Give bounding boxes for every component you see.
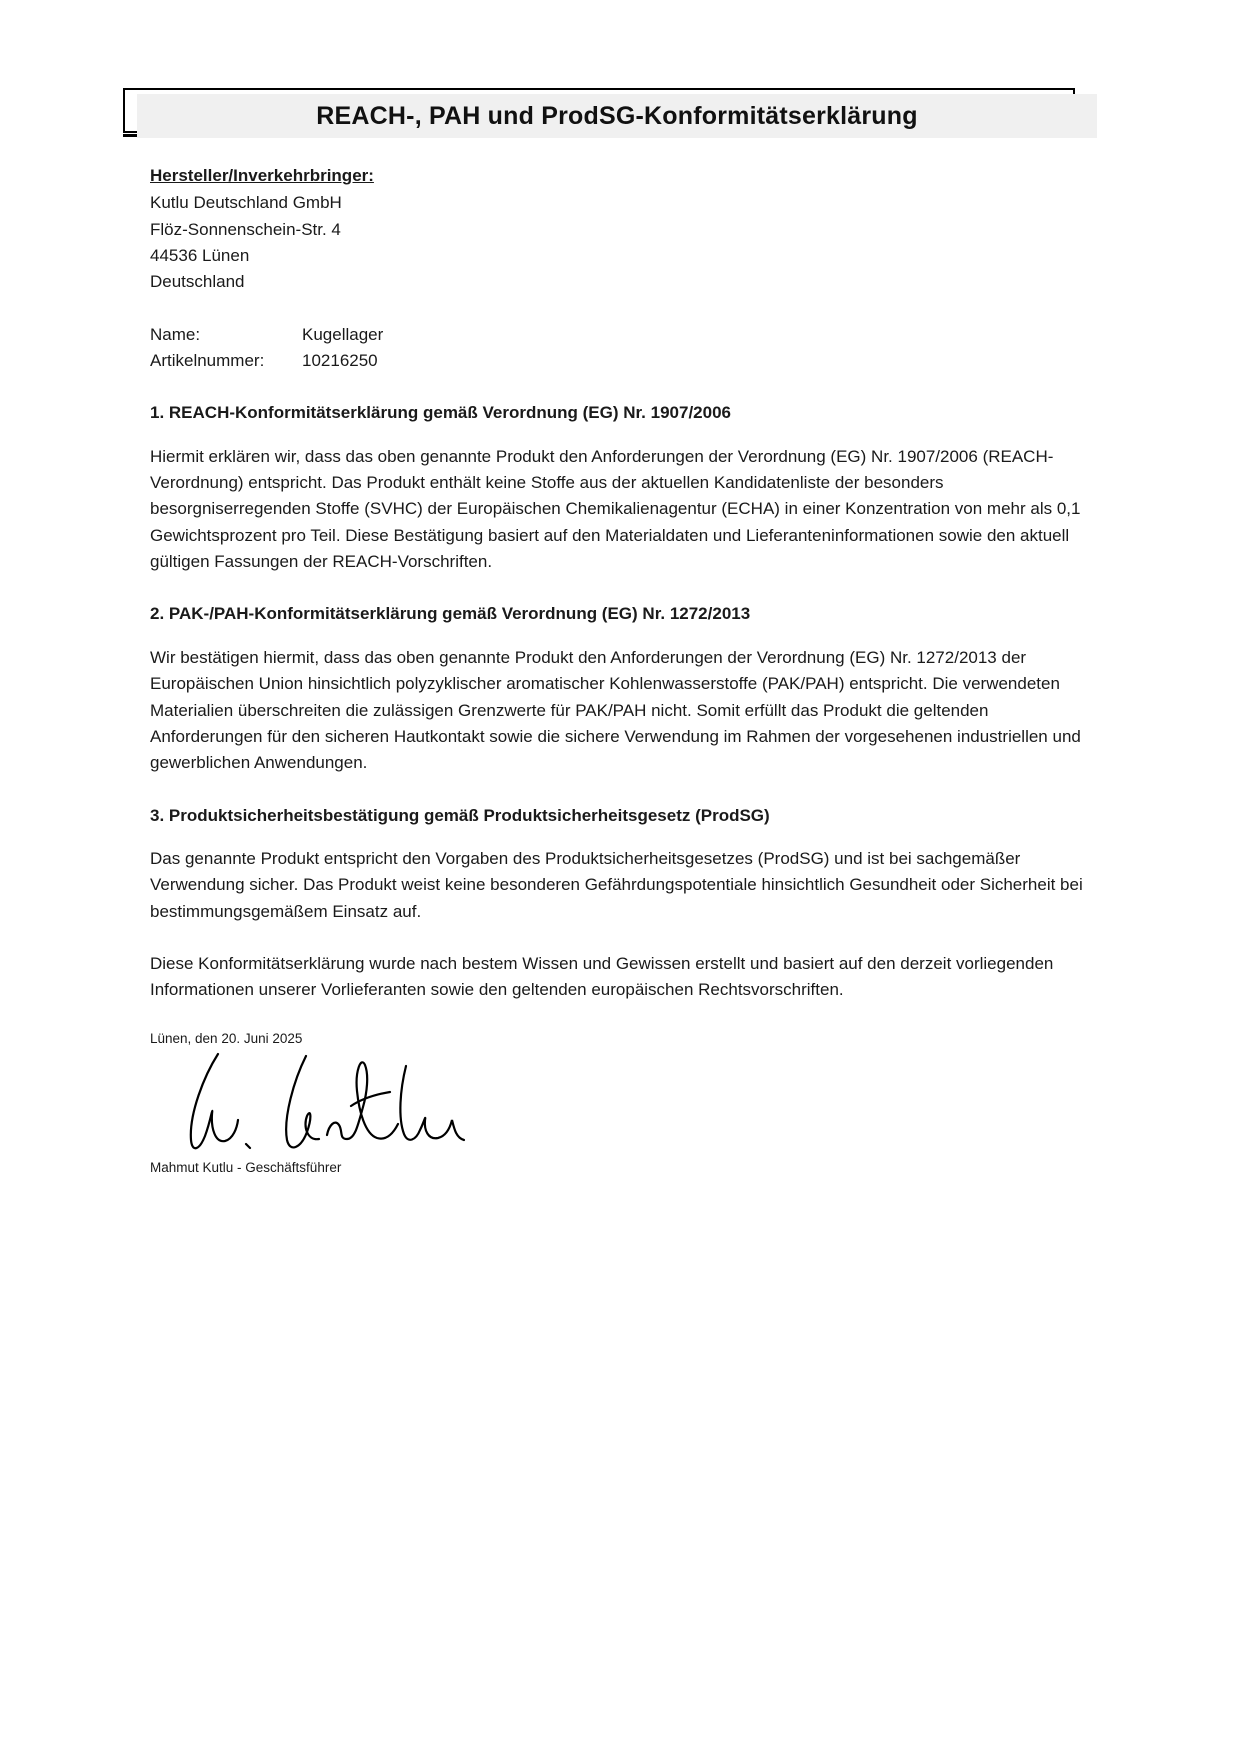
document-body [150,163,1102,1192]
manufacturer-city: 44536 Lünen [150,246,250,266]
section-1-paragraph: Hiermit erklären wir, dass das oben genannte Produkt den Anforderungen der Verordnung (EG) Nr. 1907/2006 (REACH-Verordnung) entspricht. Das Produkt enthält keine Stoffe aus der aktuellen Kandidatenliste der besonders besorgniserregenden Stoffe (SVHC) der Europäischen Chemikalienagentur (ECHA) in einer Konzentration von mehr als 0,1 Gewichtsprozent pro Teil. Diese Bestätigung basiert auf den Materialdaten und Lieferanteninformationen sowie den aktuell gültigen Fassungen der REACH-Vorschriften. [150,446,1081,572]
handwritten-signature [156,1048,486,1156]
title-background [137,94,1097,138]
place-and-date: Lünen, den 20. Juni 2025 [150,1030,303,1046]
manufacturer-country: Deutschland [150,272,245,292]
article-number-value: 10216250 [302,351,378,371]
manufacturer-street: Flöz-Sonnenschein-Str. 4 [150,219,341,239]
page-title: REACH-, PAH und ProdSG-Konformitätserklärung [316,101,918,130]
article-number-label: Artikelnummer: [150,351,265,371]
product-name-value: Kugellager [302,324,384,344]
signer-name-title: Mahmut Kutlu - Geschäftsführer [150,1159,342,1175]
section-1-heading: 1. REACH-Konformitätserklärung gemäß Verordnung (EG) Nr. 1907/2006 [150,403,731,423]
title-banner [123,88,1075,133]
section-2-paragraph: Wir bestätigen hiermit, dass das oben genannte Produkt den Anforderungen der Verordnung (EG) Nr. 1272/2013 der Europäischen Union hinsichtlich polyzyklischer aromatischer Kohlenwasserstoffe (PAK/PAH) entspricht. Die verwendeten Materialien überschreiten die zulässigen Grenzwerte für PAK/PAH nicht. Somit erfüllt das Produkt die geltenden Anforderungen für den sicheren Hautkontakt sowie die sichere Verwendung im Rahmen der vorgesehenen industriellen und gewerblichen Anwendungen. [150,647,1081,773]
product-name-label: Name: [150,324,201,344]
section-3-heading: 3. Produktsicherheitsbestätigung gemäß Produktsicherheitsgesetz (ProdSG) [150,805,770,825]
closing-paragraph: Diese Konformitätserklärung wurde nach bestem Wissen und Gewissen erstellt und basiert auf den derzeit vorliegenden Informationen unserer Vorlieferanten sowie den geltenden europäischen Rechtsvorschriften. [150,953,1054,1000]
manufacturer-name: Kutlu Deutschland GmbH [150,193,342,213]
product-info [150,322,1102,375]
section-2-heading: 2. PAK-/PAH-Konformitätserklärung gemäß Verordnung (EG) Nr. 1272/2013 [150,604,751,624]
section-3-paragraph: Das genannte Produkt entspricht den Vorgaben des Produktsicherheitsgesetzes (ProdSG) und ist bei sachgemäßer Verwendung sicher. Das Produkt weist keine besonderen Gefährdungspotentiale hinsichtlich Gesundheit oder Sicherheit bei bestimmungsgemäßem Einsatz auf. [150,848,1083,921]
manufacturer-heading: Hersteller/Inverkehrbringer: [150,166,374,185]
